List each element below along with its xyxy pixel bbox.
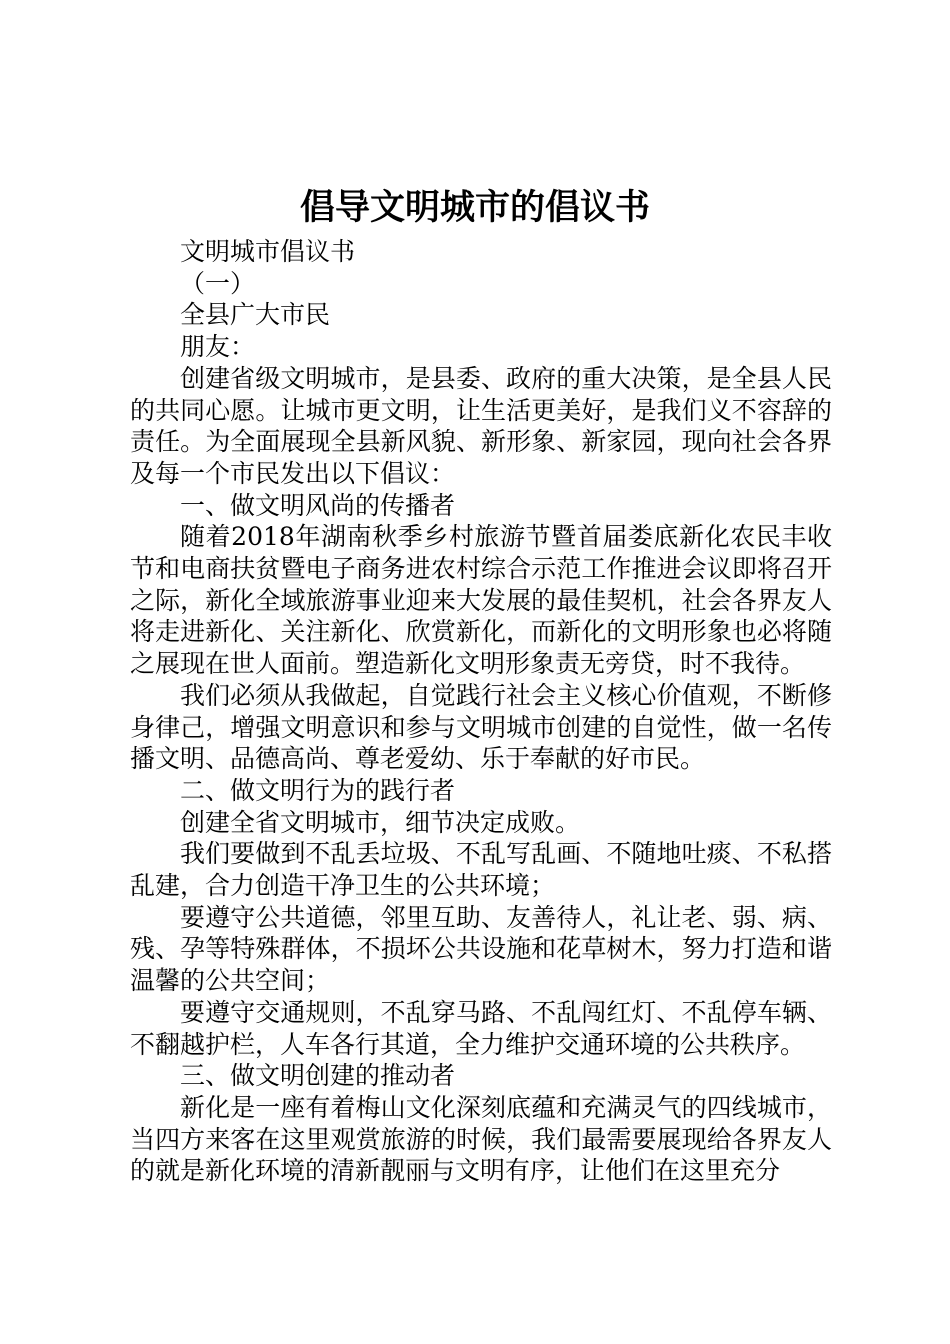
paragraph-intro: 创建省级文明城市，是县委、政府的重大决策，是全县人民的共同心愿。让城市更文明，让生活更美好，是我们义不容辞的责任。为全面展现全县新风貌、新形象、新家园，现向社会各界及每一个市民发出以下倡议： [130, 363, 832, 488]
paragraph-section-2-a: 创建全省文明城市，细节决定成败。 [180, 807, 581, 837]
heading-section-1: 一、做文明风尚的传播者 [180, 490, 456, 520]
paragraph-section-3-a: 新化是一座有着梅山文化深刻底蕴和充满灵气的四线城市，当四方来客在这里观赏旅游的时候，我们最需要展现给各界友人的就是新化环境的清新靓丽与文明有序，让他们在这里充分 [130, 1092, 832, 1186]
paragraph-salutation: 全县广大市民 [180, 300, 331, 330]
paragraph-section-1-a: 随着2018年湖南秋季乡村旅游节暨首届娄底新化农民丰收节和电商扶贫暨电子商务进农村综合示范工作推进会议即将召开之际，新化全域旅游事业迎来大发展的最佳契机，社会各界友人将走进新化、关注新化、欣赏新化，而新化的文明形象也必将随之展现在世人面前。塑造新化文明形象责无旁贷，时不我待。 [130, 522, 832, 679]
paragraph-section-1-b: 我们必须从我做起，自觉践行社会主义核心价值观，不断修身律己，增强文明意识和参与文明城市创建的自觉性，做一名传播文明、品德高尚、尊老爱幼、乐于奉献的好市民。 [130, 680, 832, 774]
document-body [130, 236, 832, 1187]
paragraph-subtitle: 文明城市倡议书 [180, 237, 356, 266]
paragraph-section-2-b: 我们要做到不乱丢垃圾、不乱写乱画、不随地吐痰、不私搭乱建，合力创造干净卫生的公共环境； [130, 839, 832, 901]
paragraph-section-2-c: 要遵守公共道德，邻里互助、友善待人，礼让老、弱、病、残、孕等特殊群体，不损坏公共设施和花草树木，努力打造和谐温馨的公共空间； [130, 902, 832, 996]
heading-section-3: 三、做文明创建的推动者 [180, 1061, 456, 1091]
paragraph-salutation-cont: 朋友： [180, 332, 256, 362]
paragraph-section-2-d: 要遵守交通规则，不乱穿马路、不乱闯红灯、不乱停车辆、不翻越护栏，人车各行其道，全力维护交通环境的公共秩序。 [130, 997, 832, 1059]
heading-section-2: 二、做文明行为的践行者 [180, 775, 456, 805]
document-title: 倡导文明城市的倡议书 [299, 188, 650, 228]
paragraph-section-number: （一） [180, 268, 256, 298]
